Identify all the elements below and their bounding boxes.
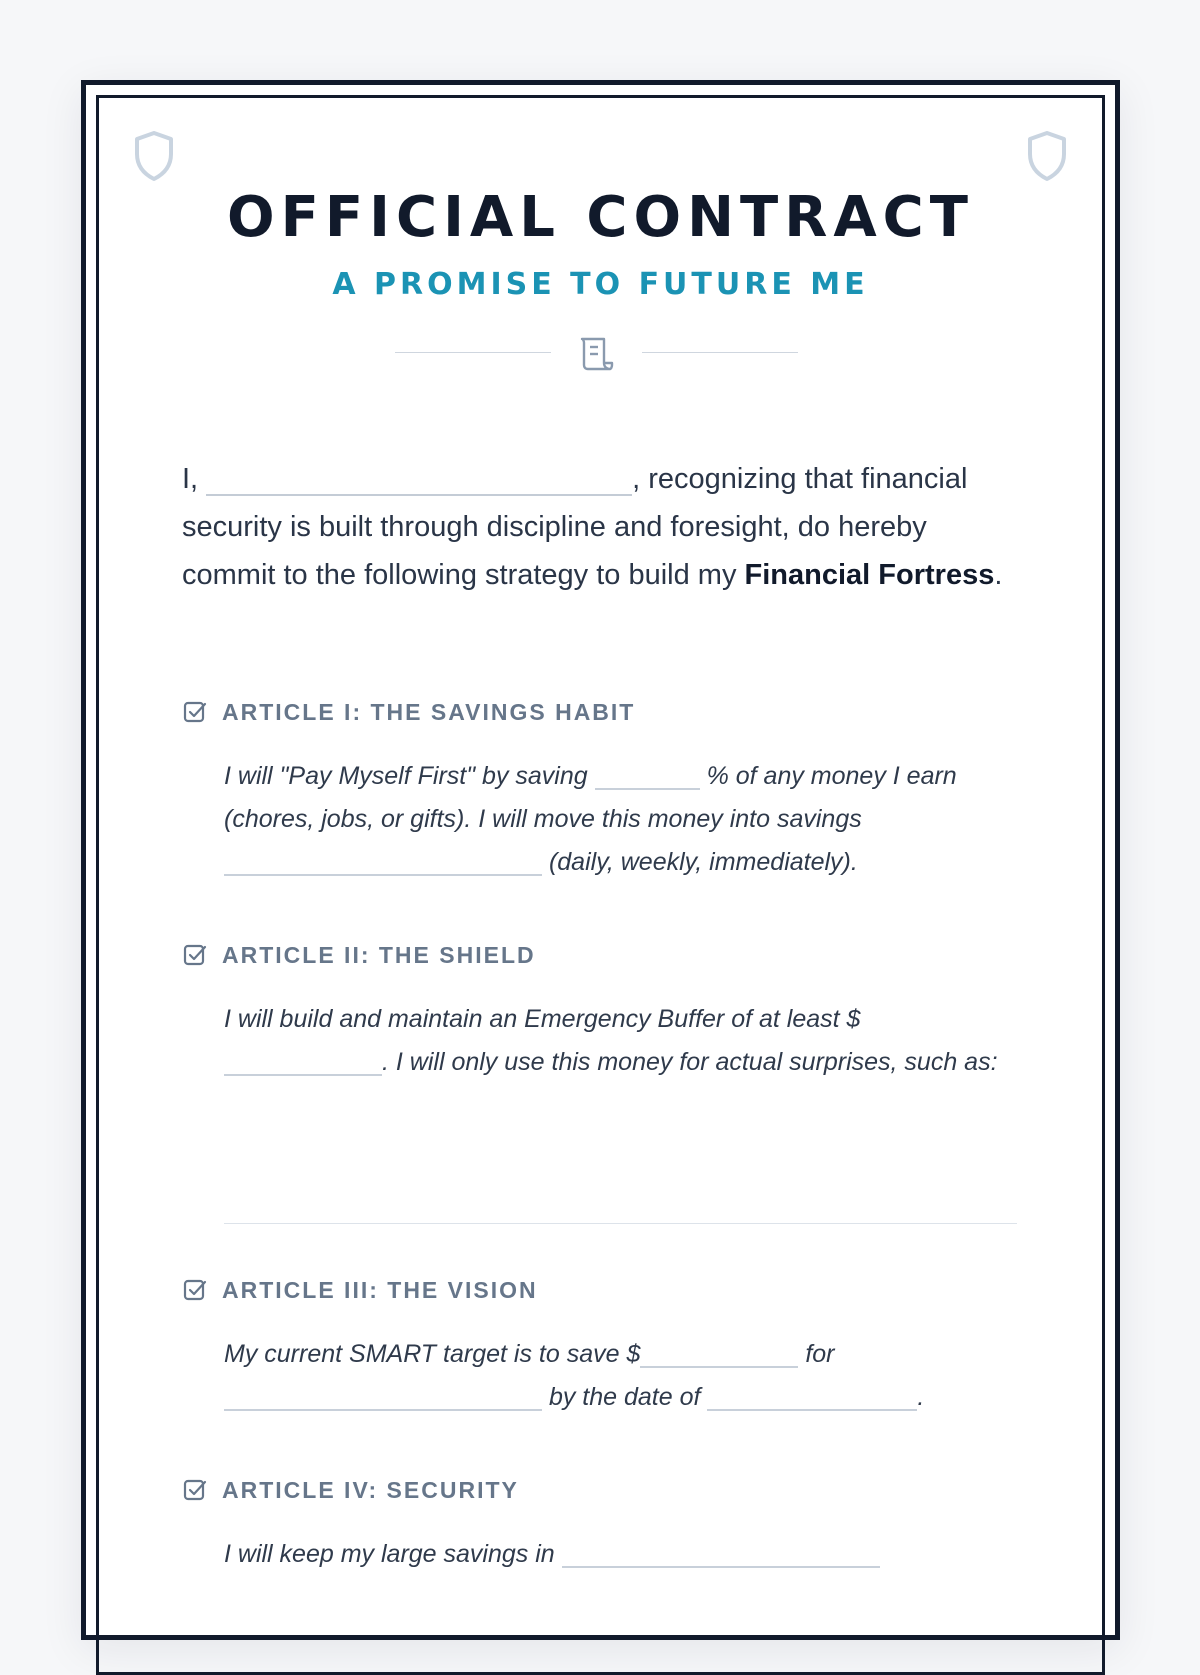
article-text: My current SMART target is to save $: [224, 1340, 641, 1368]
article-4-body: [224, 1533, 1017, 1576]
page-subtitle: A PROMISE TO FUTURE ME: [332, 267, 869, 302]
checkbox-icon: [182, 942, 208, 968]
divider-line: [642, 352, 798, 353]
contract-sheet: [81, 80, 1120, 1640]
article-title: ARTICLE II: THE SHIELD: [222, 941, 536, 968]
article-4-heading: [182, 1475, 519, 1505]
inner-border: [96, 95, 1105, 1675]
page-title: OFFICIAL CONTRACT: [227, 185, 974, 250]
article-3-heading: [182, 1275, 538, 1305]
checkbox-icon: [182, 699, 208, 725]
article-text: % of any money I earn (chores, jobs, or gifts). I will move this money into savings: [224, 762, 957, 833]
name-blank[interactable]: [206, 464, 632, 496]
article-text: .: [917, 1383, 925, 1411]
intro-paragraph: [182, 455, 1017, 599]
article-1-body: [224, 755, 1017, 884]
article-1-heading: [182, 697, 635, 727]
goal-blank[interactable]: [224, 1383, 542, 1411]
date-blank[interactable]: [707, 1383, 917, 1411]
checkbox-icon: [182, 1277, 208, 1303]
intro-end: .: [994, 559, 1003, 591]
intro-text: , recognizing that financial security is built through discipline and foresight, do hereby commit to the following strategy to build my: [182, 463, 968, 591]
frequency-blank[interactable]: [224, 848, 542, 876]
article-3-body: [224, 1333, 1017, 1419]
checkbox-icon: [182, 1477, 208, 1503]
account-blank[interactable]: [562, 1540, 880, 1568]
article-2-body: [224, 998, 1017, 1084]
article-text: . I will only use this money for actual surprises, such as:: [382, 1048, 998, 1076]
article-title: ARTICLE III: THE VISION: [222, 1276, 538, 1303]
target-amount-blank[interactable]: [640, 1340, 798, 1368]
title-divider: [86, 333, 1115, 373]
article-text: I will "Pay Myself First" by saving: [224, 762, 588, 790]
shield-icon: [133, 130, 175, 182]
intro-prefix: I,: [182, 463, 199, 495]
article-text: I will keep my large savings in: [224, 1540, 555, 1568]
percent-blank[interactable]: [595, 762, 700, 790]
scroll-icon: [576, 333, 616, 373]
emergency-amount-blank[interactable]: [224, 1048, 382, 1076]
article-text: (daily, weekly, immediately).: [548, 848, 858, 876]
divider-line: [395, 352, 551, 353]
shield-icon: [1026, 130, 1068, 182]
intro-bold: Financial Fortress: [744, 559, 995, 591]
article-text: for: [805, 1340, 835, 1368]
article-title: ARTICLE IV: SECURITY: [222, 1476, 519, 1503]
surprises-line[interactable]: [224, 1223, 1017, 1224]
article-text: I will build and maintain an Emergency Buffer of at least $: [224, 1005, 861, 1033]
article-text: by the date of: [548, 1383, 701, 1411]
article-title: ARTICLE I: THE SAVINGS HABIT: [222, 698, 636, 725]
article-2-heading: [182, 940, 536, 970]
